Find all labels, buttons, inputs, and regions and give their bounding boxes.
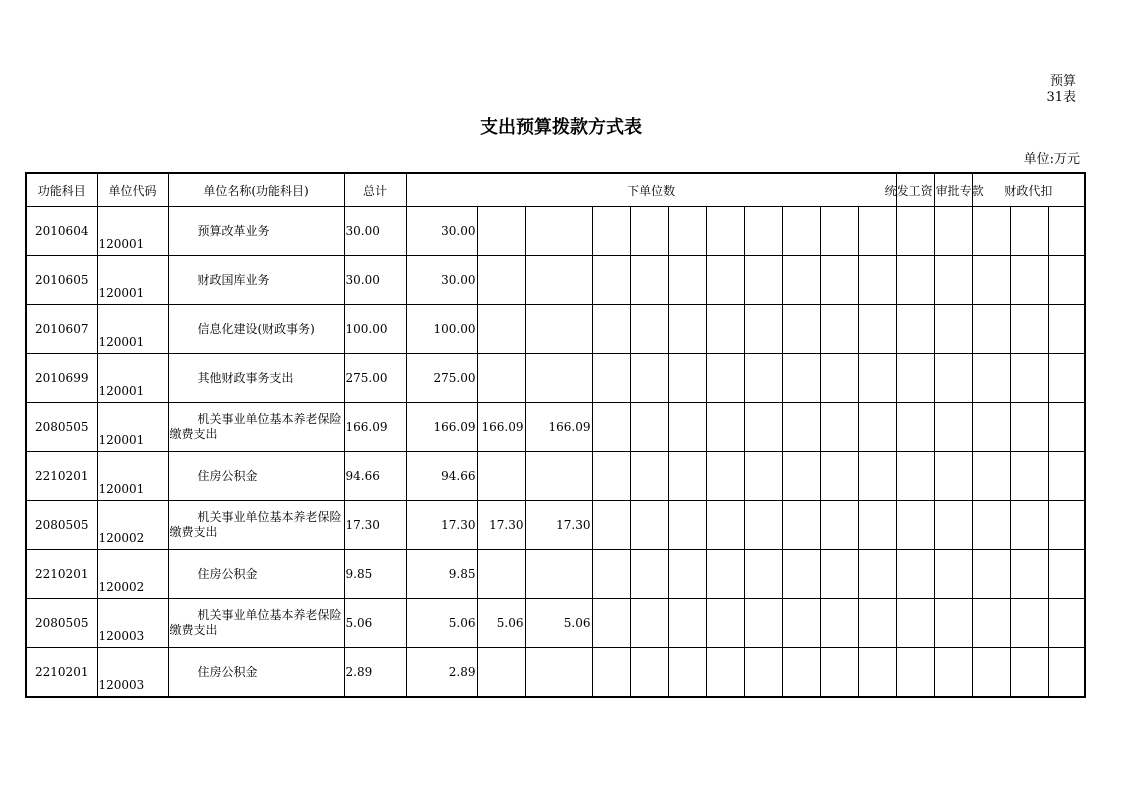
total-cell: 5.06: [344, 599, 406, 648]
empty-cell: [896, 207, 934, 256]
empty-cell: [668, 452, 706, 501]
total-cell: 17.30: [344, 501, 406, 550]
empty-cell: [896, 550, 934, 599]
empty-cell: [1048, 648, 1085, 698]
empty-cell: [934, 501, 972, 550]
empty-cell: [934, 256, 972, 305]
empty-cell: [972, 501, 1010, 550]
empty-cell: [744, 599, 782, 648]
func-subject-cell: 2010605: [26, 256, 97, 305]
sub-unit-amount-cell: [477, 354, 525, 403]
total-cell: 30.00: [344, 256, 406, 305]
sub-unit-amount-cell: [477, 256, 525, 305]
sub-unit-amount-cell: 275.00: [406, 354, 477, 403]
sub-unit-amount-cell: [525, 452, 592, 501]
sub-unit-amount-cell: 166.09: [477, 403, 525, 452]
sub-unit-amount-cell: 5.06: [525, 599, 592, 648]
empty-cell: [630, 648, 668, 698]
empty-cell: [858, 648, 896, 698]
unit-code-cell: 120001: [97, 256, 168, 305]
unit-name-cell: 预算改革业务: [168, 207, 344, 256]
empty-cell: [820, 648, 858, 698]
empty-cell: [934, 452, 972, 501]
empty-cell: [1048, 599, 1085, 648]
empty-cell: [630, 403, 668, 452]
empty-cell: [782, 354, 820, 403]
empty-cell: [706, 599, 744, 648]
empty-cell: [934, 354, 972, 403]
sub-unit-amount-cell: [477, 550, 525, 599]
empty-cell: [668, 599, 706, 648]
empty-cell: [820, 403, 858, 452]
empty-cell: [1048, 452, 1085, 501]
empty-cell: [896, 403, 934, 452]
empty-cell: [896, 452, 934, 501]
empty-cell: [744, 648, 782, 698]
empty-cell: [630, 452, 668, 501]
unit-code-cell: 120002: [97, 550, 168, 599]
table-number: [1046, 74, 1076, 106]
empty-cell: [972, 207, 1010, 256]
empty-cell: [668, 354, 706, 403]
sub-unit-amount-cell: 100.00: [406, 305, 477, 354]
unit-name-cell: 机关事业单位基本养老保险缴费支出: [168, 501, 344, 550]
empty-cell: [668, 501, 706, 550]
empty-cell: [592, 452, 630, 501]
table-row: [26, 403, 1085, 452]
unit-name-cell: 住房公积金: [168, 648, 344, 698]
empty-cell: [782, 305, 820, 354]
empty-cell: [934, 305, 972, 354]
sub-unit-amount-cell: [477, 207, 525, 256]
sub-unit-amount-cell: 17.30: [477, 501, 525, 550]
empty-cell: [630, 305, 668, 354]
header-sub-units: 下单位数: [406, 173, 896, 207]
table-row: [26, 354, 1085, 403]
empty-cell: [744, 550, 782, 599]
empty-cell: [1010, 452, 1048, 501]
empty-cell: [744, 305, 782, 354]
empty-cell: [972, 403, 1010, 452]
func-subject-cell: 2080505: [26, 501, 97, 550]
empty-cell: [706, 648, 744, 698]
empty-cell: [1048, 354, 1085, 403]
empty-cell: [706, 403, 744, 452]
empty-cell: [972, 354, 1010, 403]
empty-cell: [934, 207, 972, 256]
budget-table: [25, 172, 1086, 698]
empty-cell: [858, 452, 896, 501]
empty-cell: [972, 452, 1010, 501]
unit-label: 单位:万元: [1023, 152, 1080, 167]
empty-cell: [820, 305, 858, 354]
empty-cell: [934, 599, 972, 648]
empty-cell: [592, 207, 630, 256]
empty-cell: [934, 403, 972, 452]
empty-cell: [1010, 256, 1048, 305]
empty-cell: [934, 648, 972, 698]
table-row: [26, 550, 1085, 599]
page-title: 支出预算拨款方式表: [480, 117, 642, 138]
empty-cell: [1048, 256, 1085, 305]
empty-cell: [630, 599, 668, 648]
empty-cell: [896, 256, 934, 305]
unit-name-cell: 其他财政事务支出: [168, 354, 344, 403]
empty-cell: [1048, 501, 1085, 550]
header-total: 总计: [344, 173, 406, 207]
table-row: [26, 599, 1085, 648]
empty-cell: [782, 550, 820, 599]
empty-cell: [706, 305, 744, 354]
empty-cell: [668, 403, 706, 452]
total-cell: 275.00: [344, 354, 406, 403]
empty-cell: [858, 501, 896, 550]
table-row: [26, 256, 1085, 305]
empty-cell: [630, 550, 668, 599]
empty-cell: [668, 305, 706, 354]
sub-unit-amount-cell: 5.06: [477, 599, 525, 648]
empty-cell: [782, 599, 820, 648]
sub-unit-amount-cell: 166.09: [406, 403, 477, 452]
unit-name-cell: 信息化建设(财政事务): [168, 305, 344, 354]
empty-cell: [592, 550, 630, 599]
empty-cell: [972, 305, 1010, 354]
empty-cell: [706, 354, 744, 403]
empty-cell: [858, 207, 896, 256]
empty-cell: [592, 305, 630, 354]
empty-cell: [1010, 501, 1048, 550]
empty-cell: [630, 354, 668, 403]
empty-cell: [1010, 354, 1048, 403]
empty-cell: [744, 207, 782, 256]
empty-cell: [782, 648, 820, 698]
unit-code-cell: 120001: [97, 207, 168, 256]
func-subject-cell: 2080505: [26, 403, 97, 452]
empty-cell: [858, 550, 896, 599]
header-unified-wage: 统发工资: [896, 173, 934, 207]
func-subject-cell: 2010607: [26, 305, 97, 354]
empty-cell: [858, 305, 896, 354]
empty-cell: [1010, 599, 1048, 648]
unit-name-cell: 财政国库业务: [168, 256, 344, 305]
sub-unit-amount-cell: 94.66: [406, 452, 477, 501]
empty-cell: [1048, 207, 1085, 256]
empty-cell: [1048, 403, 1085, 452]
empty-cell: [630, 207, 668, 256]
table-row: [26, 648, 1085, 698]
empty-cell: [592, 648, 630, 698]
empty-cell: [972, 599, 1010, 648]
empty-cell: [782, 501, 820, 550]
sub-unit-amount-cell: [525, 354, 592, 403]
func-subject-cell: 2210201: [26, 452, 97, 501]
empty-cell: [1048, 550, 1085, 599]
table-row: [26, 305, 1085, 354]
empty-cell: [858, 599, 896, 648]
sub-unit-amount-cell: 30.00: [406, 207, 477, 256]
header-approved-special: 审批专款: [934, 173, 972, 207]
func-subject-cell: 2210201: [26, 648, 97, 698]
empty-cell: [896, 648, 934, 698]
corner-line-2: 31表: [1046, 90, 1076, 105]
empty-cell: [858, 403, 896, 452]
sub-unit-amount-cell: [525, 305, 592, 354]
empty-cell: [782, 207, 820, 256]
empty-cell: [858, 354, 896, 403]
empty-cell: [1010, 207, 1048, 256]
empty-cell: [630, 501, 668, 550]
empty-cell: [592, 599, 630, 648]
empty-cell: [820, 256, 858, 305]
sub-unit-amount-cell: 17.30: [406, 501, 477, 550]
total-cell: 2.89: [344, 648, 406, 698]
sub-unit-amount-cell: 9.85: [406, 550, 477, 599]
empty-cell: [706, 207, 744, 256]
unit-code-cell: 120003: [97, 599, 168, 648]
empty-cell: [744, 452, 782, 501]
empty-cell: [744, 354, 782, 403]
empty-cell: [592, 403, 630, 452]
empty-cell: [668, 256, 706, 305]
empty-cell: [592, 354, 630, 403]
empty-cell: [1010, 305, 1048, 354]
empty-cell: [668, 550, 706, 599]
empty-cell: [820, 207, 858, 256]
empty-cell: [782, 403, 820, 452]
empty-cell: [820, 501, 858, 550]
empty-cell: [934, 550, 972, 599]
sub-unit-amount-cell: [525, 550, 592, 599]
empty-cell: [820, 354, 858, 403]
empty-cell: [706, 501, 744, 550]
empty-cell: [1048, 305, 1085, 354]
corner-line-1: 预算: [1049, 74, 1076, 89]
empty-cell: [1010, 403, 1048, 452]
header-finance-deduct: 财政代扣: [972, 173, 1085, 207]
unit-name-cell: 机关事业单位基本养老保险缴费支出: [168, 403, 344, 452]
empty-cell: [668, 648, 706, 698]
sub-unit-amount-cell: 166.09: [525, 403, 592, 452]
unit-code-cell: 120001: [97, 403, 168, 452]
total-cell: 166.09: [344, 403, 406, 452]
empty-cell: [782, 452, 820, 501]
total-cell: 94.66: [344, 452, 406, 501]
empty-cell: [972, 550, 1010, 599]
empty-cell: [1010, 648, 1048, 698]
sub-unit-amount-cell: [477, 305, 525, 354]
sub-unit-amount-cell: [477, 648, 525, 698]
empty-cell: [1010, 550, 1048, 599]
empty-cell: [896, 599, 934, 648]
sub-unit-amount-cell: 17.30: [525, 501, 592, 550]
unit-code-cell: 120001: [97, 452, 168, 501]
empty-cell: [896, 305, 934, 354]
sub-unit-amount-cell: [525, 256, 592, 305]
empty-cell: [858, 256, 896, 305]
sub-unit-amount-cell: [525, 648, 592, 698]
sub-unit-amount-cell: [525, 207, 592, 256]
unit-name-cell: 住房公积金: [168, 550, 344, 599]
empty-cell: [972, 648, 1010, 698]
empty-cell: [744, 403, 782, 452]
total-cell: 9.85: [344, 550, 406, 599]
func-subject-cell: 2010699: [26, 354, 97, 403]
total-cell: 100.00: [344, 305, 406, 354]
unit-name-cell: 机关事业单位基本养老保险缴费支出: [168, 599, 344, 648]
empty-cell: [706, 550, 744, 599]
total-cell: 30.00: [344, 207, 406, 256]
func-subject-cell: 2080505: [26, 599, 97, 648]
table-row: [26, 501, 1085, 550]
empty-cell: [820, 550, 858, 599]
empty-cell: [896, 354, 934, 403]
sub-unit-amount-cell: 2.89: [406, 648, 477, 698]
unit-code-cell: 120001: [97, 354, 168, 403]
unit-code-cell: 120003: [97, 648, 168, 698]
empty-cell: [706, 452, 744, 501]
empty-cell: [820, 599, 858, 648]
unit-code-cell: 120001: [97, 305, 168, 354]
unit-code-cell: 120002: [97, 501, 168, 550]
empty-cell: [592, 501, 630, 550]
empty-cell: [744, 256, 782, 305]
empty-cell: [630, 256, 668, 305]
empty-cell: [896, 501, 934, 550]
empty-cell: [972, 256, 1010, 305]
header-unit-name: 单位名称(功能科目): [168, 173, 344, 207]
empty-cell: [668, 207, 706, 256]
sub-unit-amount-cell: 30.00: [406, 256, 477, 305]
table-row: [26, 207, 1085, 256]
table-row: [26, 452, 1085, 501]
empty-cell: [706, 256, 744, 305]
empty-cell: [782, 256, 820, 305]
header-unit-code: 单位代码: [97, 173, 168, 207]
sub-unit-amount-cell: [477, 452, 525, 501]
sub-unit-amount-cell: 5.06: [406, 599, 477, 648]
func-subject-cell: 2210201: [26, 550, 97, 599]
empty-cell: [820, 452, 858, 501]
table-header-row: [26, 173, 1085, 207]
empty-cell: [592, 256, 630, 305]
unit-name-cell: 住房公积金: [168, 452, 344, 501]
empty-cell: [744, 501, 782, 550]
header-func-subject: 功能科目: [26, 173, 97, 207]
func-subject-cell: 2010604: [26, 207, 97, 256]
